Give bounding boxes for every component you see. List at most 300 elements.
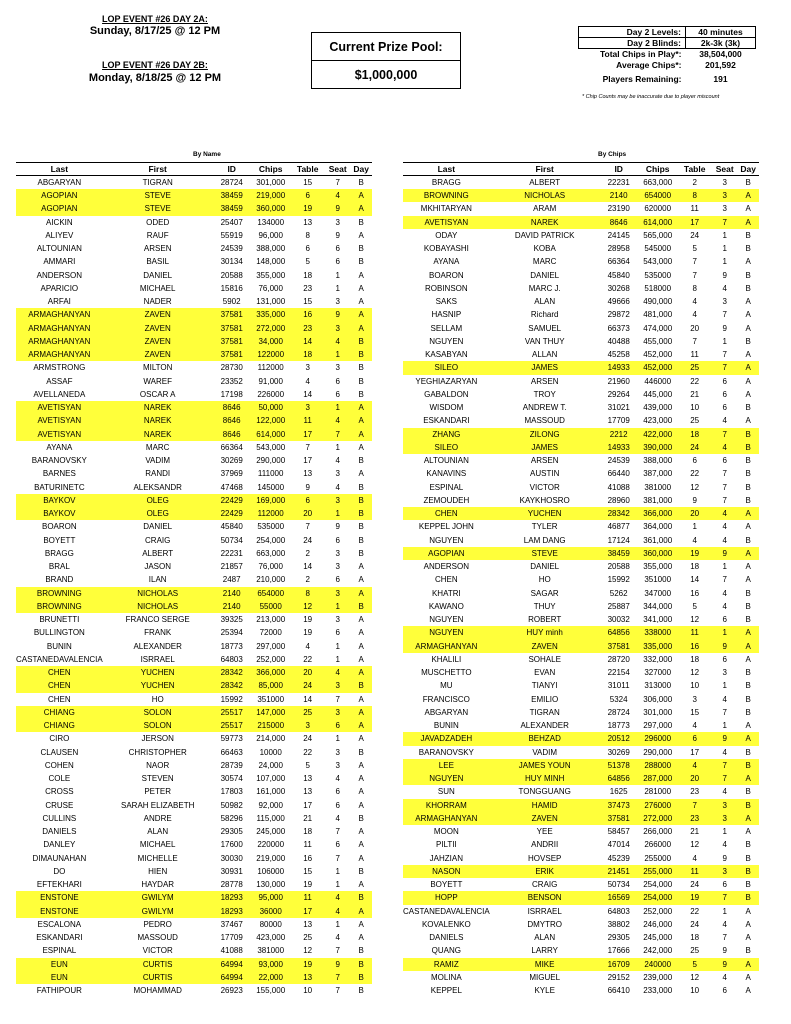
cell-day: A: [358, 853, 364, 863]
cell-chips: 313000: [644, 681, 672, 691]
cell-chips: 92,000: [258, 800, 283, 810]
cell-last: BAYKOV: [16, 494, 103, 507]
cell-day: B: [358, 376, 364, 386]
table-row: [16, 242, 372, 255]
cell-last: AMMARI: [43, 257, 76, 267]
cell-first: YUCHEN: [103, 666, 213, 679]
table-row: [403, 494, 759, 507]
cell-chips: 272,000: [251, 322, 291, 335]
cell-day: A: [351, 308, 372, 321]
cell-last: SUN: [437, 787, 455, 797]
table-row: [403, 958, 759, 971]
cell-table: 22: [303, 747, 313, 757]
table-row: [16, 176, 372, 190]
cell-table: 25: [690, 416, 700, 426]
cell-chips: 214,000: [256, 734, 286, 744]
table-row: [16, 534, 372, 547]
cell-id: 14933: [600, 361, 638, 374]
cell-first: STEVE: [103, 202, 213, 215]
cell-seat: 9: [722, 853, 727, 863]
table-row: [16, 481, 372, 494]
cell-table: 4: [692, 721, 697, 731]
cell-id: 30574: [220, 774, 243, 784]
table-row: [403, 732, 759, 745]
cell-day: B: [745, 694, 751, 704]
cell-id: 30269: [220, 456, 243, 466]
cell-day: B: [745, 336, 751, 346]
cell-chips: 272,000: [638, 812, 678, 825]
cell-first: ILAN: [148, 575, 167, 585]
cell-first: OSCAR A: [139, 389, 176, 399]
cell-seat: 1: [722, 827, 727, 837]
cell-chips: 266000: [644, 840, 672, 850]
cell-chips: 543,000: [643, 257, 673, 267]
cell-day: A: [745, 919, 751, 929]
cell-chips: 219,000: [256, 853, 286, 863]
cell-seat: 9: [712, 958, 738, 971]
table-row: [16, 706, 372, 719]
cell-id: 8646: [213, 428, 251, 441]
cell-last: KASABYAN: [425, 350, 468, 360]
cell-last: JAHZIAN: [429, 853, 464, 863]
cell-table: 19: [303, 880, 313, 890]
cell-last: ALTOUNIAN: [36, 244, 82, 254]
cell-seat: 7: [335, 986, 340, 996]
cell-table: 22: [303, 654, 313, 664]
cell-table: 11: [678, 626, 712, 639]
cell-first: STEVE: [490, 547, 600, 560]
cell-day: B: [351, 891, 372, 904]
cell-table: 4: [305, 641, 310, 651]
cell-last: ABGARYAN: [37, 178, 82, 187]
cell-day: B: [358, 482, 364, 492]
cell-chips: 663,000: [643, 178, 673, 187]
cell-seat: 1: [335, 734, 340, 744]
table-row: [403, 229, 759, 242]
cell-last: CHEN: [435, 575, 458, 585]
cell-first: RANDI: [145, 469, 171, 479]
cell-seat: 6: [335, 575, 340, 585]
cell-last: AVETISYAN: [16, 401, 103, 414]
cell-chips: 327000: [644, 668, 672, 678]
cell-chips: 518000: [644, 283, 672, 293]
cell-seat: 7: [335, 827, 340, 837]
table-row: [16, 600, 372, 613]
cell-first: LAM DANG: [523, 535, 566, 545]
table-row: [403, 361, 759, 374]
avg-chips-label: Average Chips*:: [616, 60, 682, 70]
cell-table: 2: [305, 548, 310, 558]
cell-first: HUY MINH: [490, 772, 600, 785]
cell-seat: 1: [722, 906, 727, 916]
table-row: [16, 865, 372, 878]
table-row: [403, 282, 759, 295]
cell-id: 37581: [213, 308, 251, 321]
cell-table: 6: [678, 732, 712, 745]
cell-last: NGUYEN: [429, 336, 464, 346]
cell-day: A: [738, 772, 759, 785]
cell-last: CLAUSEN: [40, 747, 79, 757]
cell-seat: 4: [325, 189, 351, 202]
cell-first: VADIM: [532, 747, 558, 757]
avg-chips-value: 201,592: [705, 60, 736, 70]
cell-day: B: [358, 747, 364, 757]
cell-seat: 9: [722, 270, 727, 280]
cell-chips: 490,000: [643, 297, 673, 307]
cell-seat: 4: [722, 522, 727, 532]
cell-day: B: [745, 615, 751, 625]
cell-id: 2140: [213, 587, 251, 600]
cell-last: MOON: [433, 827, 459, 837]
cell-first: MICHAEL: [139, 840, 176, 850]
cell-table: 7: [678, 799, 712, 812]
cell-seat: 1: [335, 283, 340, 293]
table-row: [403, 507, 759, 520]
cell-first: DMYTRO: [527, 919, 563, 929]
cell-table: 13: [303, 787, 313, 797]
table-row: [16, 918, 372, 931]
cell-day: B: [738, 759, 759, 772]
cell-id: 45840: [220, 522, 243, 532]
cell-last: CHIANG: [16, 719, 103, 732]
cell-last: BATURINETC: [34, 482, 85, 492]
cell-last: FATHIPOUR: [36, 986, 82, 996]
cell-first: TIGRAN: [529, 707, 560, 717]
by-chips-label: By Chips: [598, 151, 627, 158]
cell-chips: 240000: [638, 958, 678, 971]
cell-table: 4: [692, 310, 697, 320]
table-row: [16, 573, 372, 586]
cell-day: A: [358, 827, 364, 837]
cell-day: B: [358, 456, 364, 466]
cell-table: 16: [690, 588, 700, 598]
cell-table: 24: [303, 535, 313, 545]
cell-first: LARRY: [531, 946, 558, 956]
cell-table: 16: [291, 308, 325, 321]
cell-first: ARSEN: [530, 456, 559, 466]
cell-day: A: [351, 666, 372, 679]
cell-table: 2: [305, 575, 310, 585]
cell-chips: 388,000: [256, 244, 286, 254]
cell-day: A: [745, 310, 751, 320]
cell-first: BEHZAD: [490, 732, 600, 745]
table-row: [16, 216, 372, 229]
cell-table: 10: [690, 681, 700, 691]
table-row: [403, 640, 759, 653]
cell-chips: 301,000: [643, 707, 673, 717]
cell-id: 31021: [607, 403, 630, 413]
cell-last: KHORRAM: [403, 799, 490, 812]
table-row: [403, 467, 759, 480]
cell-last: EUN: [16, 971, 103, 984]
cell-id: 37473: [600, 799, 638, 812]
header-row: [403, 163, 759, 176]
cell-day: B: [745, 840, 751, 850]
cell-table: 5: [305, 257, 310, 267]
cell-last: QUANG: [431, 946, 462, 956]
cell-chips: 366,000: [251, 666, 291, 679]
cell-id: 26923: [220, 986, 243, 996]
cell-id: 37581: [213, 335, 251, 348]
cell-table: 13: [303, 469, 313, 479]
table-row: [403, 401, 759, 414]
cell-table: 11: [303, 840, 312, 850]
cell-seat: 3: [335, 760, 340, 770]
table-row: [403, 759, 759, 772]
cell-day: A: [738, 812, 759, 825]
cell-table: 18: [678, 428, 712, 441]
table-row: [403, 414, 759, 427]
cell-table: 8: [291, 587, 325, 600]
cell-day: A: [358, 615, 364, 625]
cell-first: DANIEL: [143, 270, 173, 280]
table-row: [16, 322, 372, 335]
table-row: [403, 441, 759, 454]
table-row: [403, 520, 759, 533]
cell-chips: 290,000: [256, 456, 286, 466]
cell-seat: 9: [335, 522, 340, 532]
cell-seat: 7: [722, 707, 727, 717]
cell-id: 17124: [607, 535, 630, 545]
cell-day: A: [738, 361, 759, 374]
cell-chips: 115,000: [256, 813, 285, 823]
cell-table: 22: [690, 376, 700, 386]
cell-table: 21: [303, 813, 313, 823]
cell-table: 14: [303, 562, 313, 572]
cell-seat: 1: [722, 257, 727, 267]
cell-day: A: [358, 734, 364, 744]
total-chips-value: 38,504,000: [699, 49, 742, 60]
cell-table: 18: [690, 562, 700, 572]
cell-last: CULLINS: [42, 813, 77, 823]
cell-id: 28739: [220, 760, 243, 770]
event-2b-date: Monday, 8/18/25 @ 12 PM: [88, 72, 222, 84]
cell-last: BOARON: [42, 522, 77, 532]
table-row: [16, 587, 372, 600]
cell-chips: 55000: [251, 600, 291, 613]
table-row: [403, 653, 759, 666]
cell-last: HASNIP: [431, 310, 462, 320]
cell-chips: 130,000: [256, 880, 286, 890]
cell-id: 64856: [600, 626, 638, 639]
cell-seat: 4: [325, 335, 351, 348]
cell-last: COHEN: [44, 760, 74, 770]
cell-id: 16569: [600, 891, 638, 904]
cell-last: CHEN: [16, 679, 103, 692]
cell-id: 1625: [609, 787, 628, 797]
cell-table: 20: [678, 772, 712, 785]
cell-seat: 1: [712, 626, 738, 639]
cell-day: B: [358, 946, 364, 956]
cell-table: 20: [690, 323, 700, 333]
cell-seat: 4: [335, 456, 340, 466]
cell-id: 66440: [607, 469, 630, 479]
cell-first: NICHOLAS: [103, 587, 213, 600]
cell-day: A: [745, 972, 751, 982]
cell-id: 28720: [607, 654, 630, 664]
cell-table: 23: [678, 812, 712, 825]
cell-id: 17198: [220, 389, 243, 399]
cell-chips: 147,000: [251, 706, 291, 719]
prize-pool-value: $1,000,000: [311, 60, 461, 89]
cell-seat: 1: [335, 880, 340, 890]
cell-first: NAREK: [103, 428, 213, 441]
table-row: [403, 838, 759, 851]
cell-chips: 338000: [638, 626, 678, 639]
cell-seat: 6: [722, 986, 727, 996]
table-row: [403, 216, 759, 229]
cell-first: ZAVEN: [490, 640, 600, 653]
cell-seat: 7: [712, 428, 738, 441]
cell-chips: 122000: [251, 348, 291, 361]
cell-chips: 335,000: [638, 640, 678, 653]
cell-id: 30269: [607, 747, 630, 757]
cell-chips: 134000: [257, 217, 285, 227]
table-row: [16, 308, 372, 321]
cell-id: 38459: [213, 202, 251, 215]
cell-day: A: [358, 919, 364, 929]
cell-table: 12: [690, 972, 700, 982]
table-row: [403, 547, 759, 560]
cell-seat: 1: [722, 681, 727, 691]
cell-seat: 4: [722, 535, 727, 545]
cell-last: BUNIN: [433, 721, 459, 731]
prize-pool-label: Current Prize Pool:: [311, 32, 461, 61]
col-first: First: [103, 163, 213, 176]
cell-id: 28342: [600, 507, 638, 520]
cell-seat: 6: [335, 257, 340, 267]
cell-id: 50734: [607, 880, 630, 890]
table-row: [403, 587, 759, 600]
cell-first: FRANK: [144, 628, 172, 638]
cell-first: ALBERT: [529, 178, 561, 187]
cell-table: 17: [303, 800, 313, 810]
cell-table: 17: [303, 456, 313, 466]
cell-seat: 4: [722, 416, 727, 426]
cell-day: A: [351, 414, 372, 427]
cell-chips: 364,000: [643, 522, 673, 532]
cell-last: BROWNING: [16, 587, 103, 600]
cell-seat: 4: [325, 891, 351, 904]
cell-seat: 7: [335, 694, 340, 704]
table-row: [403, 905, 759, 918]
table-row: [16, 679, 372, 692]
cell-last: ESPINAL: [429, 482, 464, 492]
cell-day: B: [351, 348, 372, 361]
cell-first: JAMES YOUN: [490, 759, 600, 772]
table-row: [16, 958, 372, 971]
cell-id: 28778: [220, 880, 243, 890]
table-row: [16, 732, 372, 745]
cell-table: 4: [692, 853, 697, 863]
cell-table: 22: [690, 469, 700, 479]
col-last: Last: [403, 163, 490, 176]
cell-last: JAVADZADEH: [403, 732, 490, 745]
cell-id: 25394: [220, 628, 243, 638]
cell-seat: 3: [712, 812, 738, 825]
cell-day: A: [738, 507, 759, 520]
cell-table: 15: [303, 178, 313, 187]
table-row: [403, 719, 759, 732]
cell-seat: 7: [325, 971, 351, 984]
cell-first: NICHOLAS: [103, 600, 213, 613]
cell-day: A: [738, 732, 759, 745]
cell-seat: 4: [325, 666, 351, 679]
cell-table: 16: [303, 853, 313, 863]
cell-day: A: [351, 428, 372, 441]
cell-chips: 360,000: [251, 202, 291, 215]
by-name-rows: [16, 176, 372, 998]
cell-id: 25407: [220, 217, 243, 227]
cell-first: ARSEN: [530, 376, 559, 386]
cell-chips: 112000: [257, 363, 284, 373]
cell-id: 28958: [607, 244, 630, 254]
cell-chips: 254,000: [643, 880, 673, 890]
table-row: [16, 838, 372, 851]
cell-day: A: [358, 840, 364, 850]
cell-table: 5: [305, 760, 310, 770]
cell-table: 21: [690, 827, 700, 837]
cell-table: 11: [690, 350, 699, 360]
cell-first: ALAN: [534, 933, 556, 943]
cell-chips: 219,000: [251, 189, 291, 202]
cell-last: DANLEY: [43, 840, 76, 850]
table-row: [16, 931, 372, 944]
players-label: Players Remaining:: [602, 73, 682, 84]
table-row: [16, 467, 372, 480]
cell-last: ASSAF: [46, 376, 73, 386]
cell-last: ESKANDARI: [36, 933, 83, 943]
cell-day: B: [738, 891, 759, 904]
cell-day: A: [738, 547, 759, 560]
table-row: [403, 971, 759, 984]
cell-chips: 355,000: [643, 562, 673, 572]
cell-first: MILTON: [142, 363, 173, 373]
cell-table: 24: [690, 230, 700, 240]
cell-id: 18293: [213, 905, 251, 918]
cell-last: ARFAI: [47, 297, 71, 307]
cell-table: 13: [303, 919, 313, 929]
cell-first: CURTIS: [103, 958, 213, 971]
cell-last: ENSTONE: [16, 905, 103, 918]
cell-id: 18773: [607, 721, 630, 731]
table-row: [16, 282, 372, 295]
cell-seat: 7: [722, 495, 727, 505]
cell-seat: 6: [335, 800, 340, 810]
cell-last: KOBAYASHI: [423, 244, 469, 254]
cell-first: MASSOUD: [137, 933, 178, 943]
cell-id: 40488: [607, 336, 630, 346]
cell-seat: 1: [335, 866, 340, 876]
table-row: [403, 375, 759, 388]
cell-chips: 91,000: [258, 376, 283, 386]
cell-day: B: [745, 230, 751, 240]
table-row: [16, 613, 372, 626]
cell-table: 14: [291, 335, 325, 348]
cell-table: 25: [303, 933, 313, 943]
cell-first: ARSEN: [143, 244, 172, 254]
cell-chips: 246,000: [643, 919, 673, 929]
cell-chips: 72000: [259, 628, 282, 638]
cell-seat: 4: [722, 840, 727, 850]
cell-first: EVAN: [534, 668, 556, 678]
cell-table: 24: [678, 441, 712, 454]
cell-first: AUSTIN: [530, 469, 560, 479]
cell-id: 64803: [220, 654, 243, 664]
cell-day: B: [351, 679, 372, 692]
cell-first: ISRRAEL: [140, 654, 175, 664]
cell-id: 28960: [607, 495, 630, 505]
